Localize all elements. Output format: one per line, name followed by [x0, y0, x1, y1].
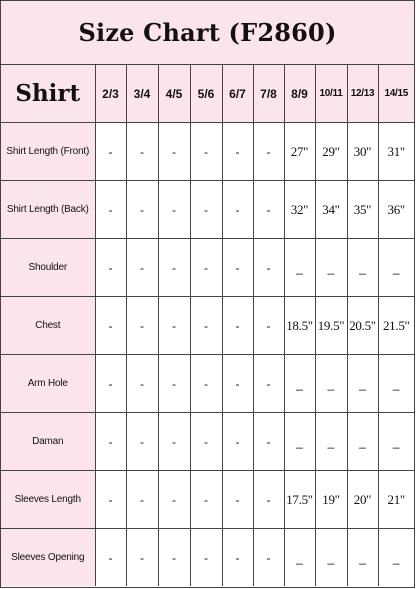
measurement-value: _: [284, 239, 315, 297]
table-row: [1, 239, 414, 297]
measurement-value: 21.5": [378, 297, 414, 355]
measurement-value: -: [126, 529, 158, 587]
size-table: [1, 65, 414, 586]
measurement-value: -: [190, 181, 222, 239]
measurement-label: Sleeves Opening: [1, 529, 95, 587]
measurement-value: -: [190, 471, 222, 529]
measurement-value: 19.5": [315, 297, 347, 355]
measurement-value: -: [222, 239, 253, 297]
size-header-cell: 4/5: [158, 65, 190, 123]
table-row: [1, 181, 414, 239]
measurement-value: 20.5": [347, 297, 378, 355]
table-row: [1, 123, 414, 181]
measurement-value: -: [126, 297, 158, 355]
measurement-value: 29": [315, 123, 347, 181]
measurement-value: -: [222, 123, 253, 181]
measurement-value: 36": [378, 181, 414, 239]
table-row: [1, 297, 414, 355]
measurement-value: 21": [378, 471, 414, 529]
measurement-value: -: [126, 355, 158, 413]
measurement-value: _: [347, 355, 378, 413]
measurement-label: Shirt Length (Front): [1, 123, 95, 181]
size-table-body: [1, 65, 414, 586]
measurement-value: -: [253, 355, 284, 413]
measurement-value: -: [126, 181, 158, 239]
measurement-value: -: [158, 413, 190, 471]
measurement-label: Daman: [1, 413, 95, 471]
measurement-value: -: [158, 239, 190, 297]
measurement-value: -: [222, 181, 253, 239]
measurement-value: -: [126, 471, 158, 529]
measurement-value: -: [158, 355, 190, 413]
measurement-value: -: [126, 123, 158, 181]
measurement-value: -: [253, 297, 284, 355]
measurement-value: -: [253, 239, 284, 297]
measurement-value: -: [222, 297, 253, 355]
measurement-value: -: [158, 297, 190, 355]
measurement-value: _: [315, 529, 347, 587]
measurement-value: 32": [284, 181, 315, 239]
measurement-value: -: [190, 123, 222, 181]
table-row: [1, 529, 414, 587]
measurement-value: _: [347, 413, 378, 471]
measurement-value: _: [378, 529, 414, 587]
measurement-value: -: [95, 297, 126, 355]
measurement-value: -: [95, 413, 126, 471]
measurement-value: -: [95, 471, 126, 529]
size-header-cell: 10/11: [315, 65, 347, 123]
size-header-cell: 2/3: [95, 65, 126, 123]
measurement-label: Chest: [1, 297, 95, 355]
measurement-value: 31": [378, 123, 414, 181]
measurement-value: -: [95, 355, 126, 413]
measurement-value: _: [378, 355, 414, 413]
measurement-value: _: [284, 355, 315, 413]
measurement-value: 18.5": [284, 297, 315, 355]
measurement-value: -: [222, 471, 253, 529]
size-header-cell: 6/7: [222, 65, 253, 123]
measurement-value: _: [315, 239, 347, 297]
measurement-label: Arm Hole: [1, 355, 95, 413]
measurement-value: 30": [347, 123, 378, 181]
measurement-value: _: [284, 529, 315, 587]
measurement-value: -: [222, 413, 253, 471]
measurement-value: -: [95, 239, 126, 297]
size-header-cell: 5/6: [190, 65, 222, 123]
measurement-value: -: [253, 413, 284, 471]
measurement-value: -: [253, 123, 284, 181]
title-bar: [1, 1, 414, 65]
size-header-cell: 12/13: [347, 65, 378, 123]
measurement-value: -: [158, 123, 190, 181]
measurement-value: -: [95, 123, 126, 181]
measurement-value: -: [190, 239, 222, 297]
measurement-value: _: [347, 239, 378, 297]
measurement-value: -: [253, 471, 284, 529]
chart-title: Size Chart (F2860): [78, 18, 337, 47]
measurement-value: _: [378, 239, 414, 297]
measurement-value: -: [190, 413, 222, 471]
measurement-value: -: [190, 529, 222, 587]
size-header-cell: 3/4: [126, 65, 158, 123]
measurement-value: -: [190, 355, 222, 413]
measurement-label: Shirt Length (Back): [1, 181, 95, 239]
measurement-value: _: [284, 413, 315, 471]
measurement-value: 34": [315, 181, 347, 239]
measurement-value: -: [158, 471, 190, 529]
measurement-label: Sleeves Length: [1, 471, 95, 529]
measurement-value: -: [222, 355, 253, 413]
measurement-value: -: [253, 529, 284, 587]
measurement-value: -: [95, 181, 126, 239]
measurement-value: 27": [284, 123, 315, 181]
measurement-value: -: [95, 529, 126, 587]
measurement-value: 17.5": [284, 471, 315, 529]
measurement-value: -: [158, 181, 190, 239]
measurement-value: _: [347, 529, 378, 587]
table-row: [1, 355, 414, 413]
measurement-value: -: [158, 529, 190, 587]
measurement-value: -: [126, 413, 158, 471]
measurement-value: _: [315, 413, 347, 471]
measurement-value: 19": [315, 471, 347, 529]
measurement-value: -: [126, 239, 158, 297]
measurement-value: -: [222, 529, 253, 587]
measurement-value: -: [190, 297, 222, 355]
size-header-cell: 8/9: [284, 65, 315, 123]
measurement-label: Shoulder: [1, 239, 95, 297]
garment-heading: Shirt: [1, 65, 95, 123]
table-row: [1, 413, 414, 471]
size-header-row: [1, 65, 414, 123]
size-header-cell: 7/8: [253, 65, 284, 123]
measurement-value: -: [253, 181, 284, 239]
measurement-value: _: [315, 355, 347, 413]
measurement-value: 35": [347, 181, 378, 239]
measurement-value: 20": [347, 471, 378, 529]
table-row: [1, 471, 414, 529]
measurement-value: _: [378, 413, 414, 471]
size-header-cell: 14/15: [378, 65, 414, 123]
